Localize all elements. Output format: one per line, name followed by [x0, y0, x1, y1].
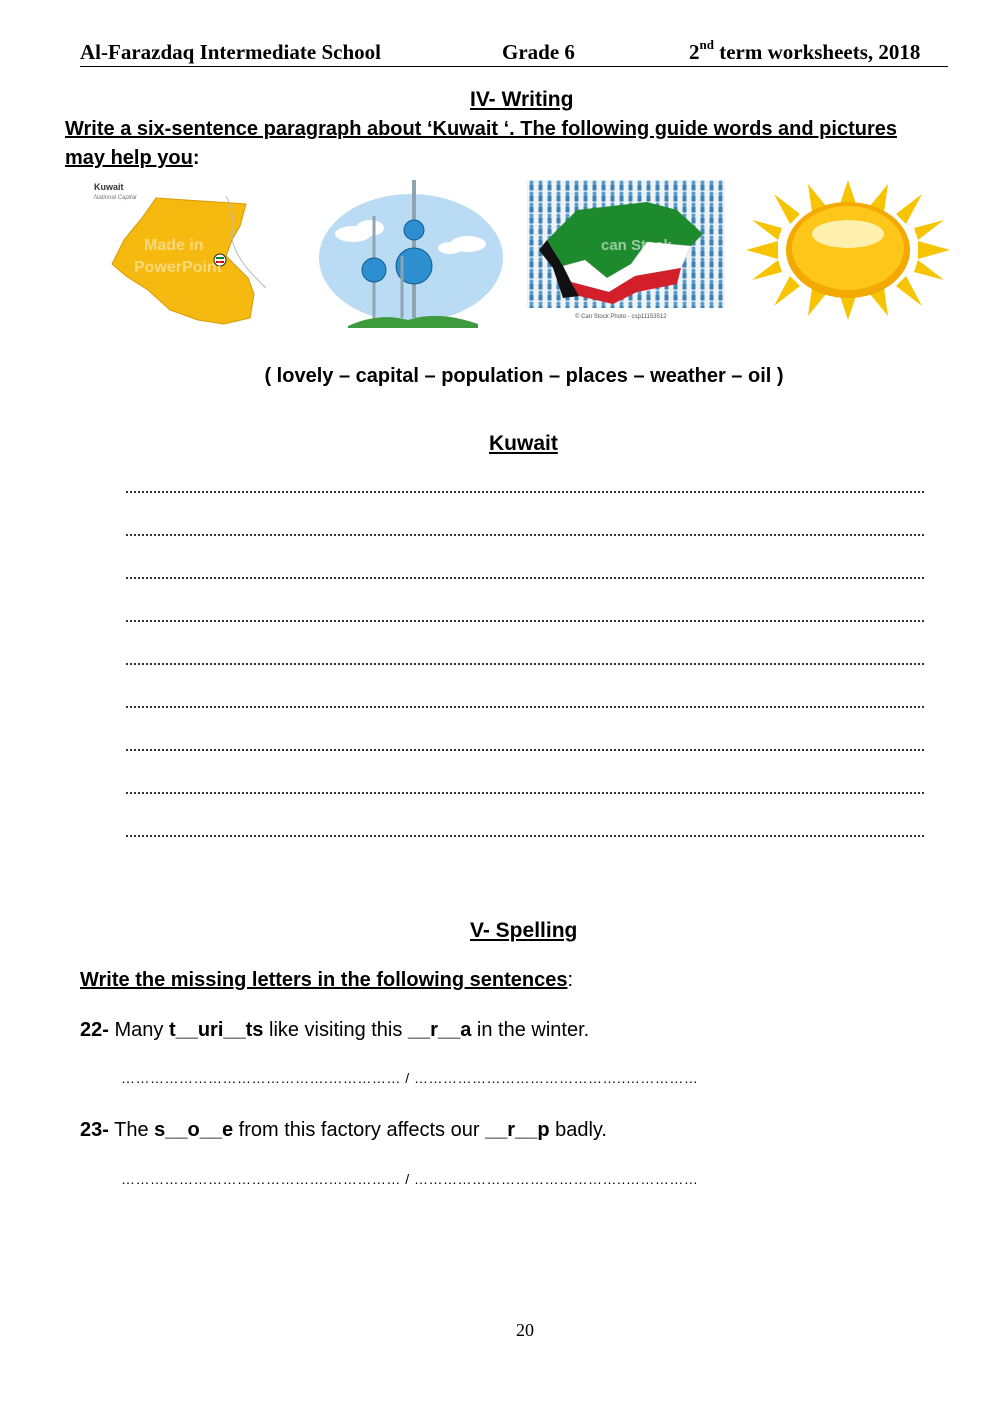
page-header — [80, 38, 948, 67]
spelling-section-title: V- Spelling — [470, 919, 578, 942]
writing-instruction-line2: may help you: — [65, 147, 200, 169]
writing-line[interactable] — [126, 833, 924, 837]
crowd-caption: © Can Stock Photo - csp11153512 — [575, 314, 667, 320]
spelling-instruction: Write the missing letters in the following sentences: — [80, 969, 574, 991]
writing-instruction-line1: Write a six-sentence paragraph about ‘Kuwait ‘. The following guide words and pictures — [65, 118, 897, 140]
term-label: 2nd term worksheets, 2018 — [689, 37, 921, 64]
writing-line[interactable] — [126, 489, 924, 493]
school-name: Al-Farazdaq Intermediate School — [80, 40, 381, 64]
writing-line[interactable] — [126, 790, 924, 794]
answer-line-22[interactable]: …………………………………….…………… / ……………………………………..…………… — [121, 1070, 699, 1086]
kuwait-map-image — [86, 178, 276, 328]
question-22: 22- Many t__uri__ts like visiting this __r__a in the winter. — [80, 1019, 590, 1041]
writing-line[interactable] — [126, 661, 924, 665]
sun-image — [742, 178, 954, 322]
crowd-watermark: can Stock — [601, 237, 672, 254]
writing-line[interactable] — [126, 575, 924, 579]
writing-line[interactable] — [126, 532, 924, 536]
writing-section-title: IV- Writing — [470, 88, 574, 111]
writing-line[interactable] — [126, 618, 924, 622]
map-watermark-2: PowerPoint — [134, 259, 223, 276]
map-title: Kuwait — [94, 182, 124, 192]
map-subtitle: National Capital — [94, 195, 137, 201]
answer-line-23[interactable]: …………………………………….…………… / ……………………………………..…………… — [121, 1171, 699, 1187]
grade-label: Grade 6 — [502, 40, 575, 64]
page-number: 20 — [516, 1320, 534, 1340]
kuwait-towers-image — [318, 176, 504, 328]
guide-words: ( lovely – capital – population – places – weather – oil ) — [264, 365, 784, 387]
writing-line[interactable] — [126, 747, 924, 751]
paragraph-title: Kuwait — [489, 432, 558, 455]
map-watermark-1: Made in — [144, 237, 204, 254]
writing-line[interactable] — [126, 704, 924, 708]
kuwait-flag-crowd-image — [527, 180, 725, 322]
question-23: 23- The s__o__e from this factory affects our __r__p badly. — [80, 1119, 607, 1141]
